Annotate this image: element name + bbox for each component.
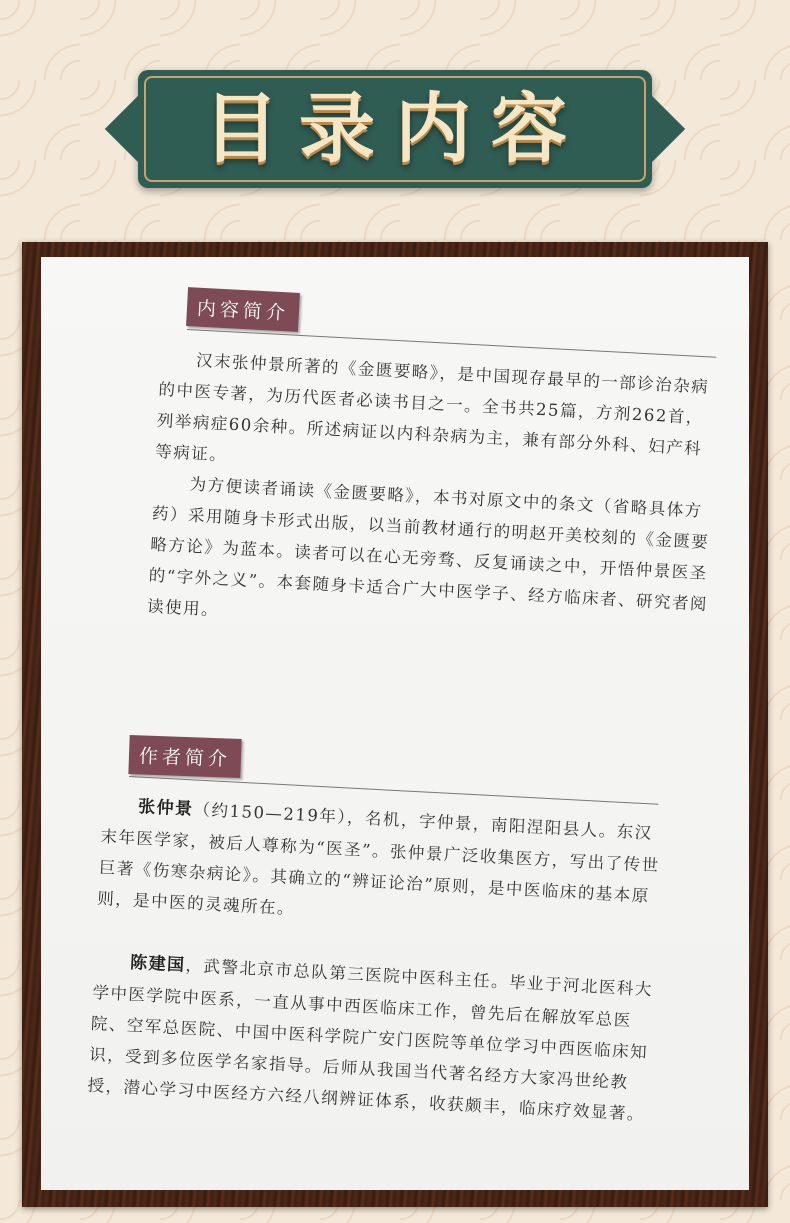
author-name-chen: 陈建国 [129, 952, 187, 976]
intro-paragraph-1: 汉末张仲景所著的《金匮要略》，是中国现存最早的一部诊治杂病的中医专著，为历代医者必读书目之一。全书共25篇，方剂262首，列举病症60余种。所述病证以内科杂病为主，兼有部分外科、妇产科等病证。 [154, 348, 710, 465]
intro-section-tag: 内容简介 [186, 287, 300, 332]
intro-body [146, 343, 720, 651]
banner-title: 目录内容 [203, 84, 587, 173]
author-chen-entry [87, 945, 654, 1130]
author-bio-chen: ，武警北京市总队第三医院中医科主任。毕业于河北医科大学中医学院中医系，一直从事中西医临床工作，曾先后在解放军总医院、空军总医院、中国中医科学院广安门医院等单位学习中西医临床知识，受到多位医学名家指导。后师从我国当代著名经方大家冯世纶教授，潜心学习中医经方六经八纲辨证体系，收获颇丰，临床疗效显著。 [87, 955, 654, 1124]
author-zhang-entry [96, 789, 662, 943]
author-bio-zhang: （约150—219年），名机，字仲景，南阳涅阳县人。东汉末年医学家，被后人尊称为“医圣”。张仲景广泛收集医方，写出了传世巨著《伤寒杂病论》。其确立的“辨证论治”原则，是中医临床的基本原则，是中医的灵魂所在。 [96, 799, 661, 919]
intro-paragraph-2: 为方便读者诵读《金匮要略》，本书对原文中的条文（省略具体方药）采用随身卡形式出版，以当前教材通行的明赵开美校刻的《金匮要略方论》为蓝本。读者可以在心无旁骛、反复诵读之中，开悟仲景医圣的“字外之义”。本套随身卡适合广大中医学子、经方临床者、研究者阅读使用。 [146, 472, 710, 620]
author-name-zhang: 张仲景 [137, 796, 195, 820]
book-page [41, 257, 749, 1190]
title-banner [138, 70, 652, 188]
authors-section-tag: 作者简介 [128, 735, 241, 778]
